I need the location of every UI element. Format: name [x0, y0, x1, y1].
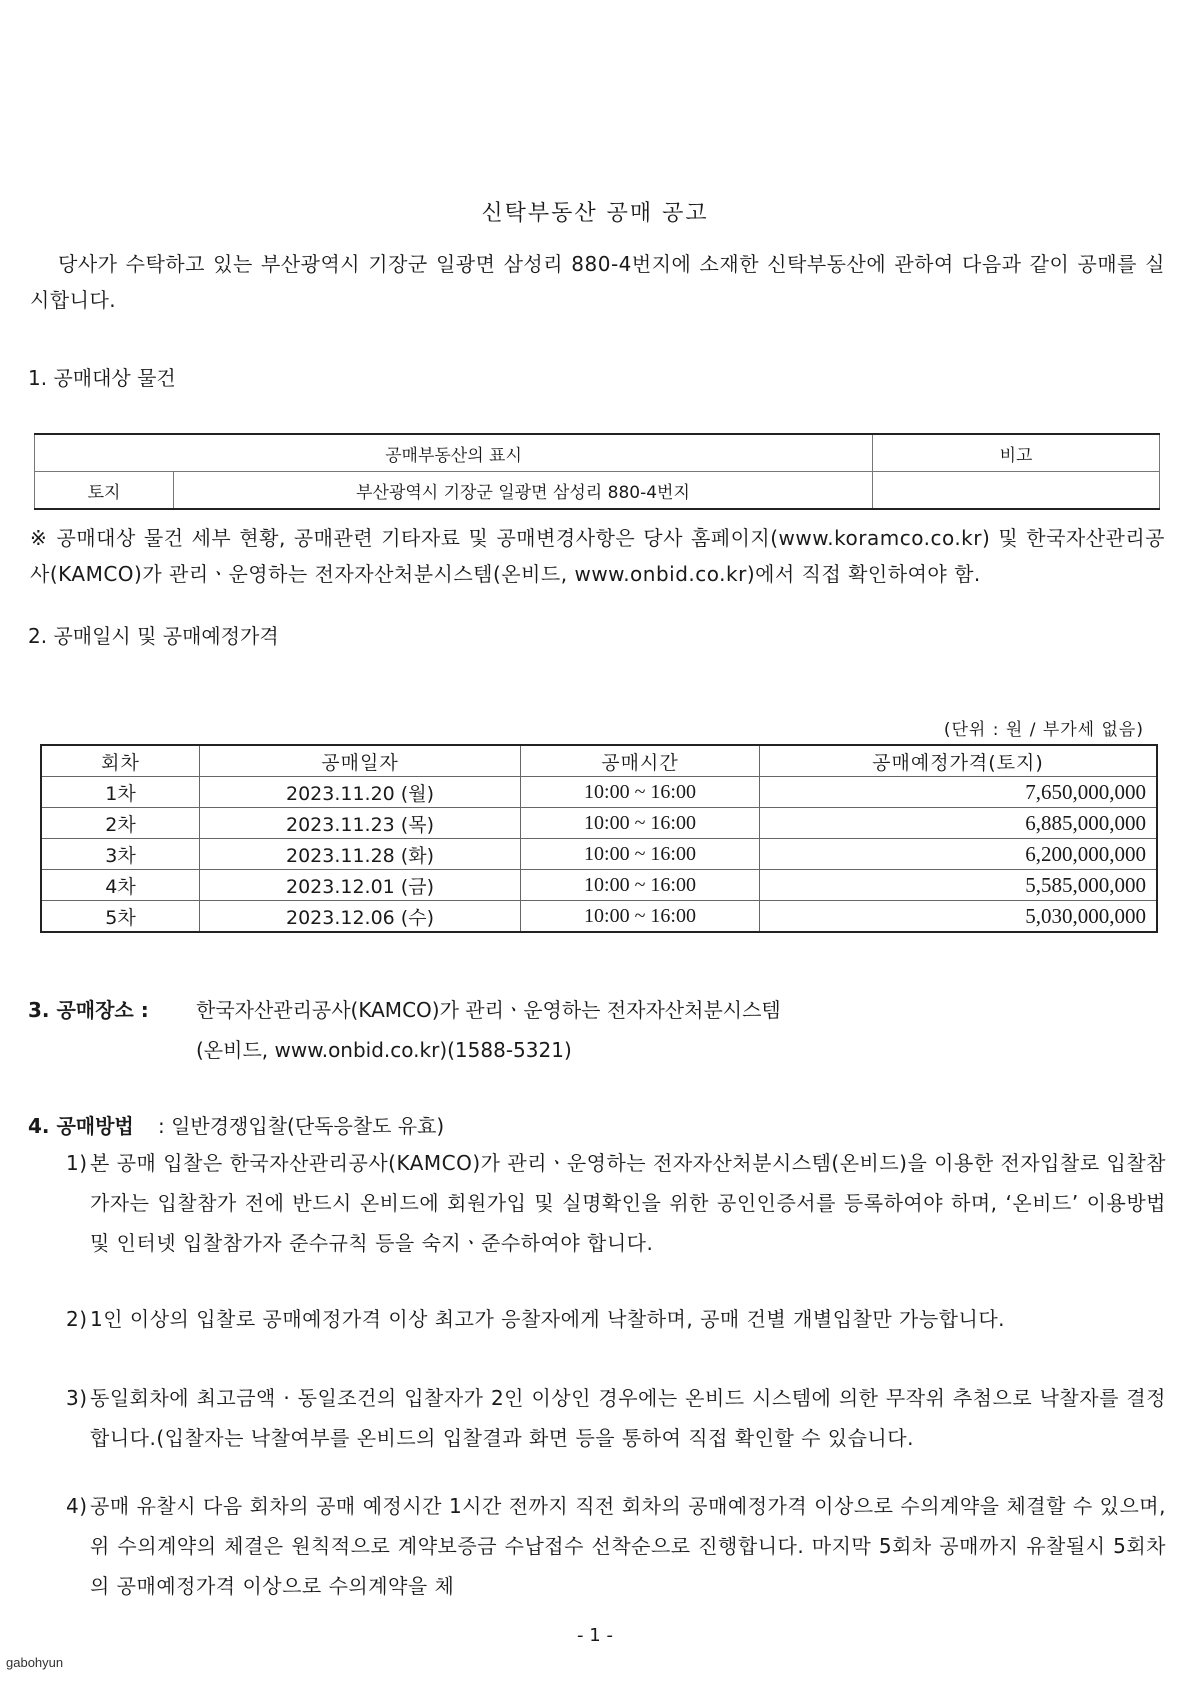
table-row — [41, 808, 1157, 839]
schedule-table-header — [41, 745, 1157, 777]
table-row — [41, 839, 1157, 870]
round: 2차 — [41, 808, 200, 839]
section4-label: 4. 공매방법 — [28, 1114, 134, 1138]
date: 2023.11.20 (월) — [200, 777, 521, 808]
time: 10:00 ~ 16:00 — [521, 870, 760, 901]
date: 2023.11.23 (목) — [200, 808, 521, 839]
section4-value: : 일반경쟁입찰(단독응찰도 유효) — [158, 1114, 445, 1138]
col-time: 공매시간 — [521, 745, 760, 777]
price: 6,885,000,000 — [760, 808, 1158, 839]
col-round: 회차 — [41, 745, 200, 777]
schedule-table — [40, 744, 1158, 933]
table-row — [41, 901, 1157, 933]
property-type: 토지 — [35, 472, 174, 510]
round: 1차 — [41, 777, 200, 808]
time: 10:00 ~ 16:00 — [521, 839, 760, 870]
col-price: 공매예정가격(토지) — [760, 745, 1158, 777]
property-table — [34, 433, 1160, 510]
round: 5차 — [41, 901, 200, 933]
item-text: 본 공매 입찰은 한국자산관리공사(KAMCO)가 관리ㆍ운영하는 전자자산처분시스템(온비드)을 이용한 전자입찰로 입찰참가자는 입찰참가 전에 반드시 온비드에 회원가입 및 실명확인을 위한 공인인증서를 등록하여야 하며, ‘온비드’ 이용방법 및 인터넷 입찰참가자 준수규칙 등을 숙지ㆍ준수하여야 합니다. — [90, 1151, 1166, 1255]
round: 4차 — [41, 870, 200, 901]
table-row — [41, 777, 1157, 808]
header-note: 비고 — [873, 434, 1160, 472]
item-number: 1) — [66, 1151, 88, 1175]
section3-line1: 한국자산관리공사(KAMCO)가 관리ㆍ운영하는 전자자산처분시스템 — [196, 998, 781, 1022]
table-row — [41, 870, 1157, 901]
date: 2023.11.28 (화) — [200, 839, 521, 870]
unit-note: (단위 : 원 / 부가세 없음) — [943, 720, 1144, 740]
method-item-4 — [66, 1486, 1166, 1606]
time: 10:00 ~ 16:00 — [521, 777, 760, 808]
section3-line2: (온비드, www.onbid.co.kr)(1588-5321) — [196, 1038, 572, 1062]
page-number: - 1 - — [577, 1625, 613, 1646]
price: 5,030,000,000 — [760, 901, 1158, 933]
item-number: 4) — [66, 1494, 88, 1518]
property-note — [873, 472, 1160, 510]
method-item-3 — [66, 1378, 1166, 1458]
notice-paragraph: ※ 공매대상 물건 세부 현황, 공매관련 기타자료 및 공매변경사항은 당사 홈페이지(www.koramco.co.kr) 및 한국자산관리공사(KAMCO)가 관리ㆍ운영하는 전자자산처분시스템(온비드, www.onbid.co.kr)에서 직접 확인하여야 함. — [30, 526, 1165, 586]
page-title: 신탁부동산 공매 공고 — [481, 201, 709, 226]
intro-paragraph: 당사가 수탁하고 있는 부산광역시 기장군 일광면 삼성리 880-4번지에 소재한 신탁부동산에 관하여 다음과 같이 공매를 실시합니다. — [30, 252, 1165, 312]
item-text: 공매 유찰시 다음 회차의 공매 예정시간 1시간 전까지 직전 회차의 공매예정가격 이상으로 수의계약을 체결할 수 있으며, 위 수의계약의 체결은 원칙적으로 계약보증금 수납접수 선착순으로 진행합니다. 마지막 5회차 공매까지 유찰될시 5회차의 공매예정가격 이상으로 수의계약을 체 — [90, 1494, 1166, 1598]
table-row — [35, 472, 1160, 510]
round: 3차 — [41, 839, 200, 870]
item-number: 3) — [66, 1386, 88, 1410]
price: 6,200,000,000 — [760, 839, 1158, 870]
watermark: gabohyun — [6, 1655, 64, 1670]
section2-heading: 2. 공매일시 및 공매예정가격 — [28, 624, 279, 648]
method-item-2 — [66, 1299, 1166, 1339]
date: 2023.12.06 (수) — [200, 901, 521, 933]
time: 10:00 ~ 16:00 — [521, 901, 760, 933]
time: 10:00 ~ 16:00 — [521, 808, 760, 839]
col-date: 공매일자 — [200, 745, 521, 777]
header-display: 공매부동산의 표시 — [35, 434, 873, 472]
property-address: 부산광역시 기장군 일광면 삼성리 880-4번지 — [174, 472, 873, 510]
method-item-1 — [66, 1143, 1166, 1263]
price: 5,585,000,000 — [760, 870, 1158, 901]
item-text: 1인 이상의 입찰로 공매예정가격 이상 최고가 응찰자에게 낙찰하며, 공매 건별 개별입찰만 가능합니다. — [90, 1307, 1005, 1331]
section1-heading: 1. 공매대상 물건 — [28, 366, 176, 390]
section3-label: 3. 공매장소 : — [28, 998, 149, 1022]
item-number: 2) — [66, 1307, 88, 1331]
date: 2023.12.01 (금) — [200, 870, 521, 901]
item-text: 동일회차에 최고금액 · 동일조건의 입찰자가 2인 이상인 경우에는 온비드 시스템에 의한 무작위 추첨으로 낙찰자를 결정합니다.(입찰자는 낙찰여부를 온비드의 입찰결과 화면 등을 통하여 직접 확인할 수 있습니다. — [90, 1386, 1166, 1450]
price: 7,650,000,000 — [760, 777, 1158, 808]
property-table-header — [35, 434, 1160, 472]
